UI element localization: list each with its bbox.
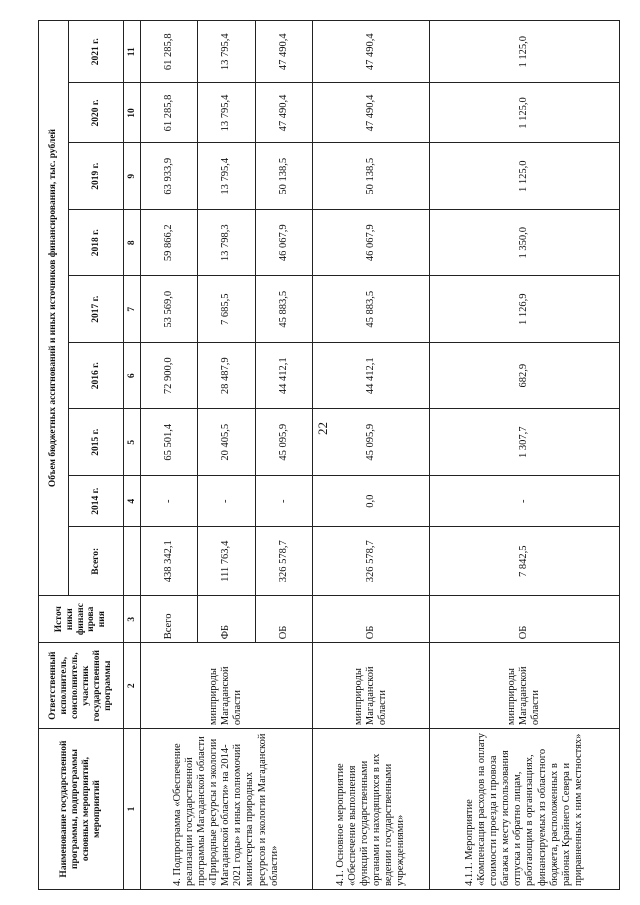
row-value: 61 285,8	[141, 21, 198, 83]
row-value: 53 569,0	[141, 276, 198, 343]
page-number: 22	[315, 422, 330, 435]
column-number: 1	[124, 729, 141, 890]
header-year: 2018 г.	[69, 209, 124, 276]
row-total: 326 578,7	[255, 527, 312, 596]
row-total: 7 842,5	[429, 527, 619, 596]
header-year: 2020 г.	[69, 83, 124, 143]
header-name: Наименование государственной программы, подпрограммы основных мероприятий, мероприятий	[39, 729, 124, 890]
row-value: 50 138,5	[255, 143, 312, 210]
row-value: 63 933,9	[141, 143, 198, 210]
column-number: 2	[124, 643, 141, 729]
row-value: 1 125,0	[429, 83, 619, 143]
header-funding: Объем бюджетных ассигнований и иных источников финансирования, тыс. рублей	[39, 21, 69, 596]
header-year: 2019 г.	[69, 143, 124, 210]
header-total: Всего:	[69, 527, 124, 596]
row-value: 20 405,5	[198, 409, 255, 476]
header-source: Источ ники финанс ирова ния	[39, 596, 124, 643]
row-total: 111 763,4	[198, 527, 255, 596]
rotated-page	[38, 20, 620, 890]
row-value: 1 307,7	[429, 409, 619, 476]
header-year: 2021 г.	[69, 21, 124, 83]
row-source: ФБ	[198, 596, 255, 643]
row-value: 65 501,4	[141, 409, 198, 476]
row-value: 1 125,0	[429, 21, 619, 83]
row-value: 50 138,5	[312, 143, 429, 210]
row-value: -	[141, 475, 198, 526]
row-value: 13 795,4	[198, 83, 255, 143]
row-value: 13 795,4	[198, 143, 255, 210]
row-value: 13 798,3	[198, 209, 255, 276]
table-row	[312, 21, 429, 890]
row-total: 326 578,7	[312, 527, 429, 596]
funding-table	[38, 20, 620, 890]
column-number: 10	[124, 83, 141, 143]
row-value: 1 126,9	[429, 276, 619, 343]
row-responsible: минприроды Магаданской области	[141, 643, 313, 729]
row-value: 47 490,4	[312, 21, 429, 83]
column-number: 11	[124, 21, 141, 83]
row-value: 1 125,0	[429, 143, 619, 210]
row-value: 46 067,9	[312, 209, 429, 276]
row-value: 61 285,8	[141, 83, 198, 143]
row-value: -	[198, 475, 255, 526]
row-value: 45 095,9	[255, 409, 312, 476]
header-year: 2015 г.	[69, 409, 124, 476]
row-value: 46 067,9	[255, 209, 312, 276]
row-value: 0,0	[312, 475, 429, 526]
column-number: 7	[124, 276, 141, 343]
row-source: ОБ	[429, 596, 619, 643]
row-value: 44 412,1	[255, 342, 312, 409]
row-value: 45 095,9	[312, 409, 429, 476]
row-value: 47 490,4	[255, 21, 312, 83]
row-value: 72 900,0	[141, 342, 198, 409]
row-source: Всего	[141, 596, 198, 643]
column-number: 6	[124, 342, 141, 409]
row-value: -	[255, 475, 312, 526]
row-value: 47 490,4	[312, 83, 429, 143]
row-name: 4.1.1. Мероприятие «Компенсация расходов на оплату стоимости проезда и провоза багажа к месту использования отпуска и обратно лицам, работающим в организациях, финансируемых из областного бюджета, расположенных в районах Крайнего Севера и приравненных к ним местностях»	[429, 729, 619, 890]
row-source: ОБ	[255, 596, 312, 643]
column-number: 4	[124, 475, 141, 526]
column-number: 5	[124, 409, 141, 476]
header-year: 2014 г.	[69, 475, 124, 526]
table-row	[429, 21, 619, 890]
column-number: 3	[124, 596, 141, 643]
header-year: 2017 г.	[69, 276, 124, 343]
row-value: 45 883,5	[255, 276, 312, 343]
header-responsible: Ответственный исполнитель, соисполнитель, участник государственной программы	[39, 643, 124, 729]
column-number: 8	[124, 209, 141, 276]
row-value: -	[429, 475, 619, 526]
row-value: 1 350,0	[429, 209, 619, 276]
row-value: 44 412,1	[312, 342, 429, 409]
row-name: 4. Подпрограмма «Обеспечение реализации государственной программы Магаданской области «Природные ресурсы и экологии Магаданской области» на 2014-2021 годы» и иных полномочий министерства природных ресурсов и экологии Магаданской области»	[141, 729, 313, 890]
column-number	[124, 527, 141, 596]
row-value: 7 685,5	[198, 276, 255, 343]
row-name: 4.1. Основное мероприятие «Обеспечение выполнения функций государственными органами и находящихся в их ведении государственными учреждениями»	[312, 729, 429, 890]
row-total: 438 342,1	[141, 527, 198, 596]
column-number: 9	[124, 143, 141, 210]
header-year: 2016 г.	[69, 342, 124, 409]
row-responsible: минприроды Магаданской области	[312, 643, 429, 729]
row-value: 59 866,2	[141, 209, 198, 276]
row-responsible: минприроды Магаданской области	[429, 643, 619, 729]
table-row	[141, 21, 198, 890]
row-value: 28 487,9	[198, 342, 255, 409]
row-source: ОБ	[312, 596, 429, 643]
row-value: 45 883,5	[312, 276, 429, 343]
row-value: 682,9	[429, 342, 619, 409]
row-value: 47 490,4	[255, 83, 312, 143]
row-value: 13 795,4	[198, 21, 255, 83]
